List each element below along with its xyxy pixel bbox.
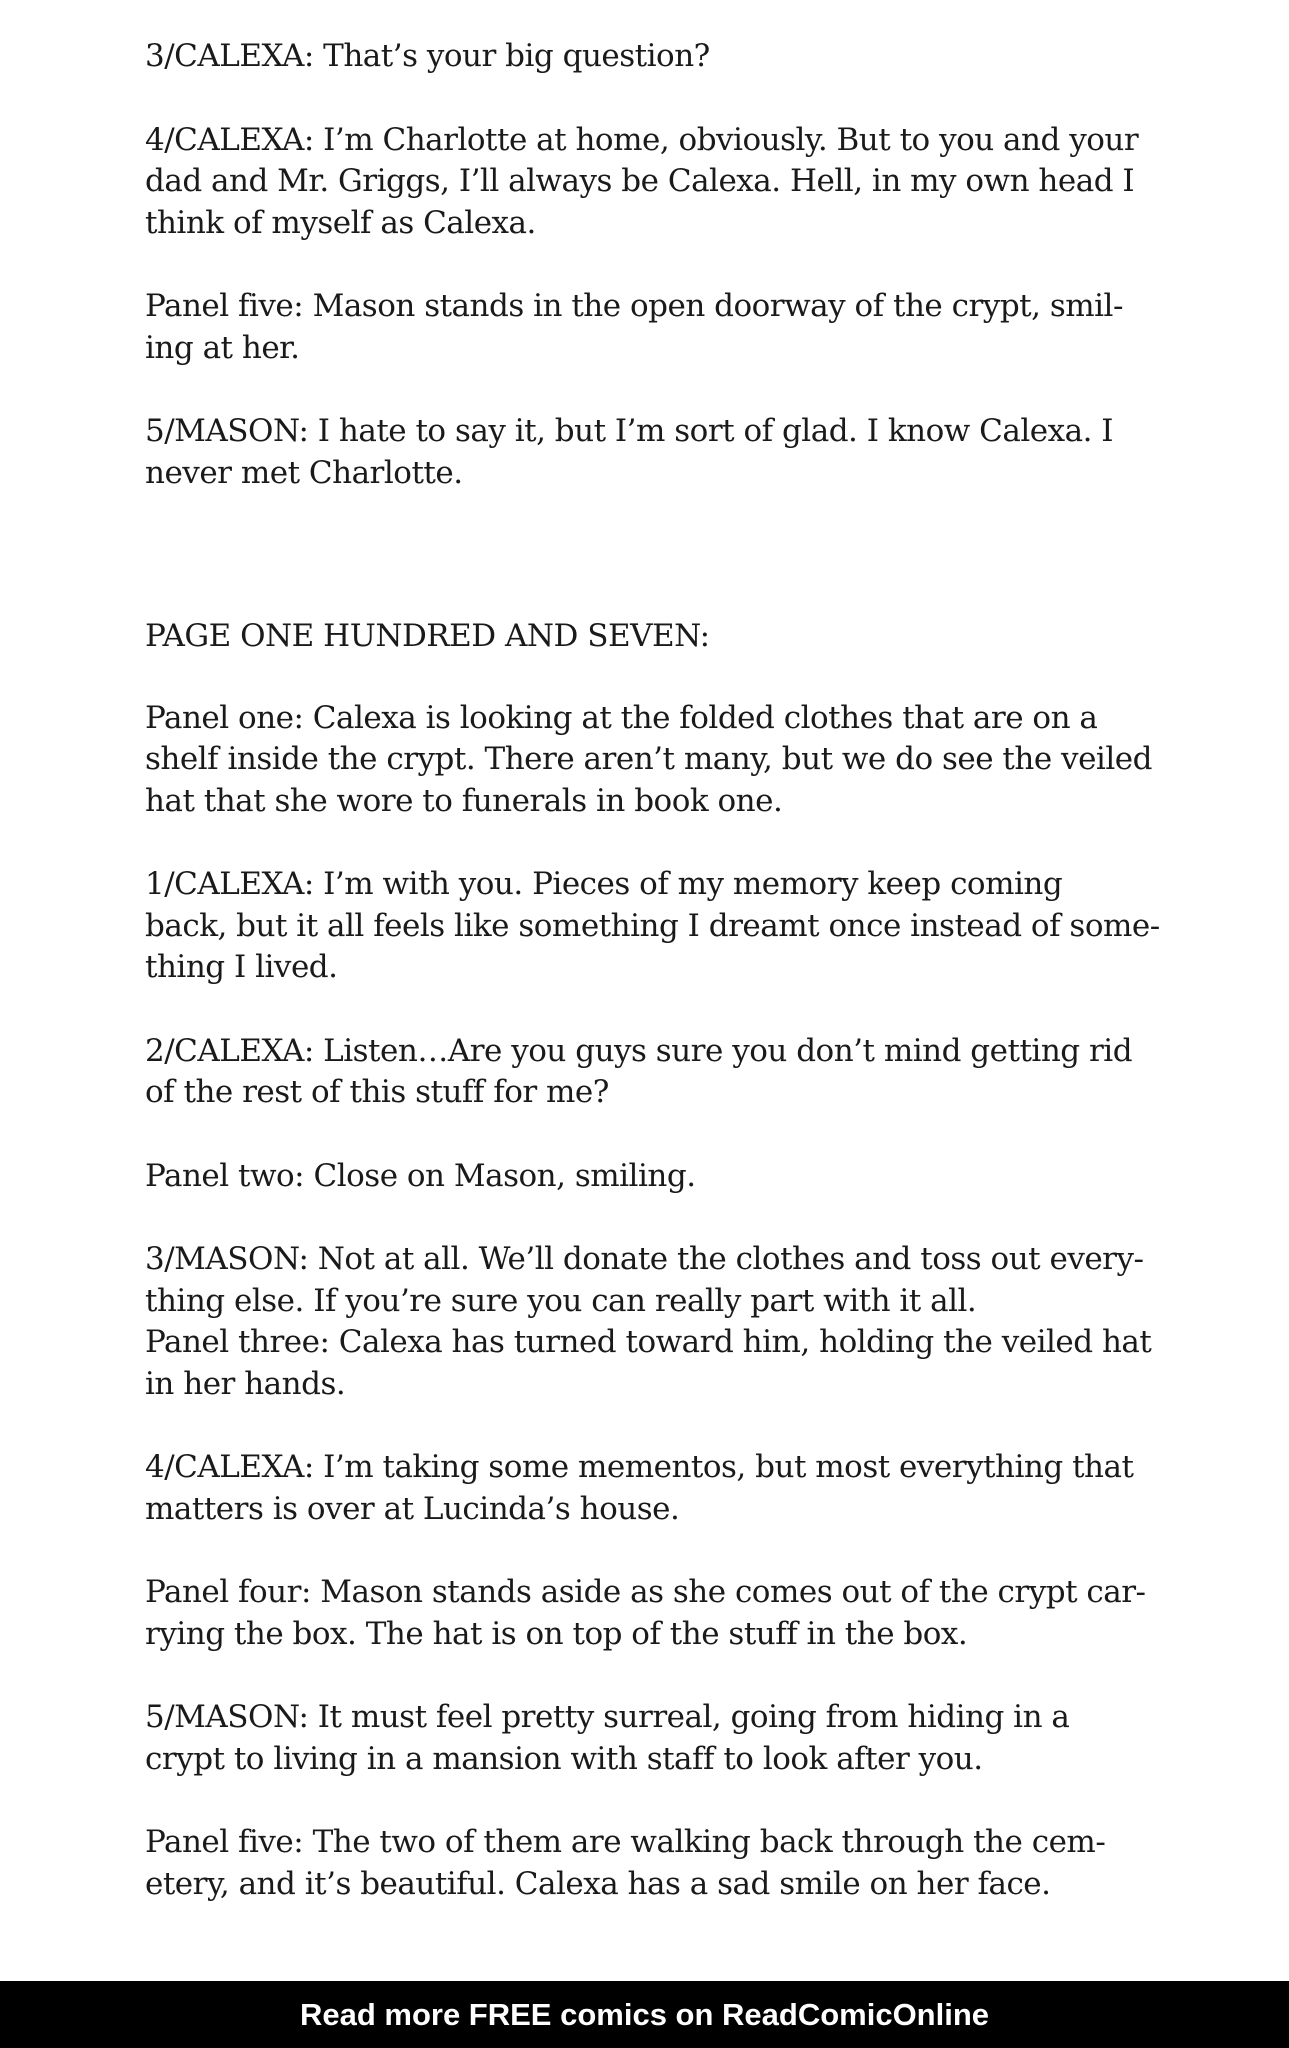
dialogue-calexa-2: 2/CALEXA: Listen…Are you guys sure you don’t mind getting rid of the rest of this stuff for me? xyxy=(145,1032,1133,1110)
panel-three-description: Panel three: Calexa has turned toward him, holding the veiled hat in her hands. xyxy=(145,1324,1152,1402)
dialogue-mason-3: 3/MASON: Not at all. We’ll donate the clothes and toss out every- thing else. If you’re sure you can really part with it all. xyxy=(145,1241,1144,1319)
dialogue-mason-5: 5/MASON: I hate to say it, but I’m sort of glad. I know Calexa. I never met Charlotte. xyxy=(145,413,1114,491)
dialogue-calexa-3: 3/CALEXA: That’s your big question? xyxy=(145,38,710,74)
footer-banner xyxy=(0,1981,1289,2048)
page-heading: PAGE ONE HUNDRED AND SEVEN: xyxy=(145,618,710,654)
panel-five-description: Panel five: Mason stands in the open doorway of the crypt, smil- ing at her. xyxy=(145,288,1123,366)
dialogue-calexa-1: 1/CALEXA: I’m with you. Pieces of my memory keep coming back, but it all feels like something I dreamt once instead of some- thing I lived. xyxy=(145,866,1160,985)
panel-one-description: Panel one: Calexa is looking at the folded clothes that are on a shelf inside the crypt. There aren’t many, but we do see the veiled hat that she wore to funerals in book one. xyxy=(145,699,1152,819)
dialogue-calexa-4: 4/CALEXA: I’m Charlotte at home, obviously. But to you and your dad and Mr. Griggs, I’ll always be Calexa. Hell, in my own head I think of myself as Calexa. xyxy=(145,121,1139,241)
script-page xyxy=(145,36,1255,1947)
panel-five-description-b: Panel five: The two of them are walking back through the cem- etery, and it’s beautiful. Calexa has a sad smile on her face. xyxy=(145,1824,1106,1902)
read-more-link[interactable]: Read more FREE comics on ReadComicOnline xyxy=(299,1996,990,2032)
panel-two-description: Panel two: Close on Mason, smiling. xyxy=(145,1157,696,1194)
dialogue-mason-5b: 5/MASON: It must feel pretty surreal, going from hiding in a crypt to living in a mansion with staff to look after you. xyxy=(145,1699,1070,1777)
dialogue-calexa-4b: 4/CALEXA: I’m taking some mementos, but most everything that matters is over at Lucinda’s house. xyxy=(145,1449,1134,1527)
panel-four-description: Panel four: Mason stands aside as she comes out of the crypt car- rying the box. The hat is on top of the stuff in the box. xyxy=(145,1574,1146,1652)
